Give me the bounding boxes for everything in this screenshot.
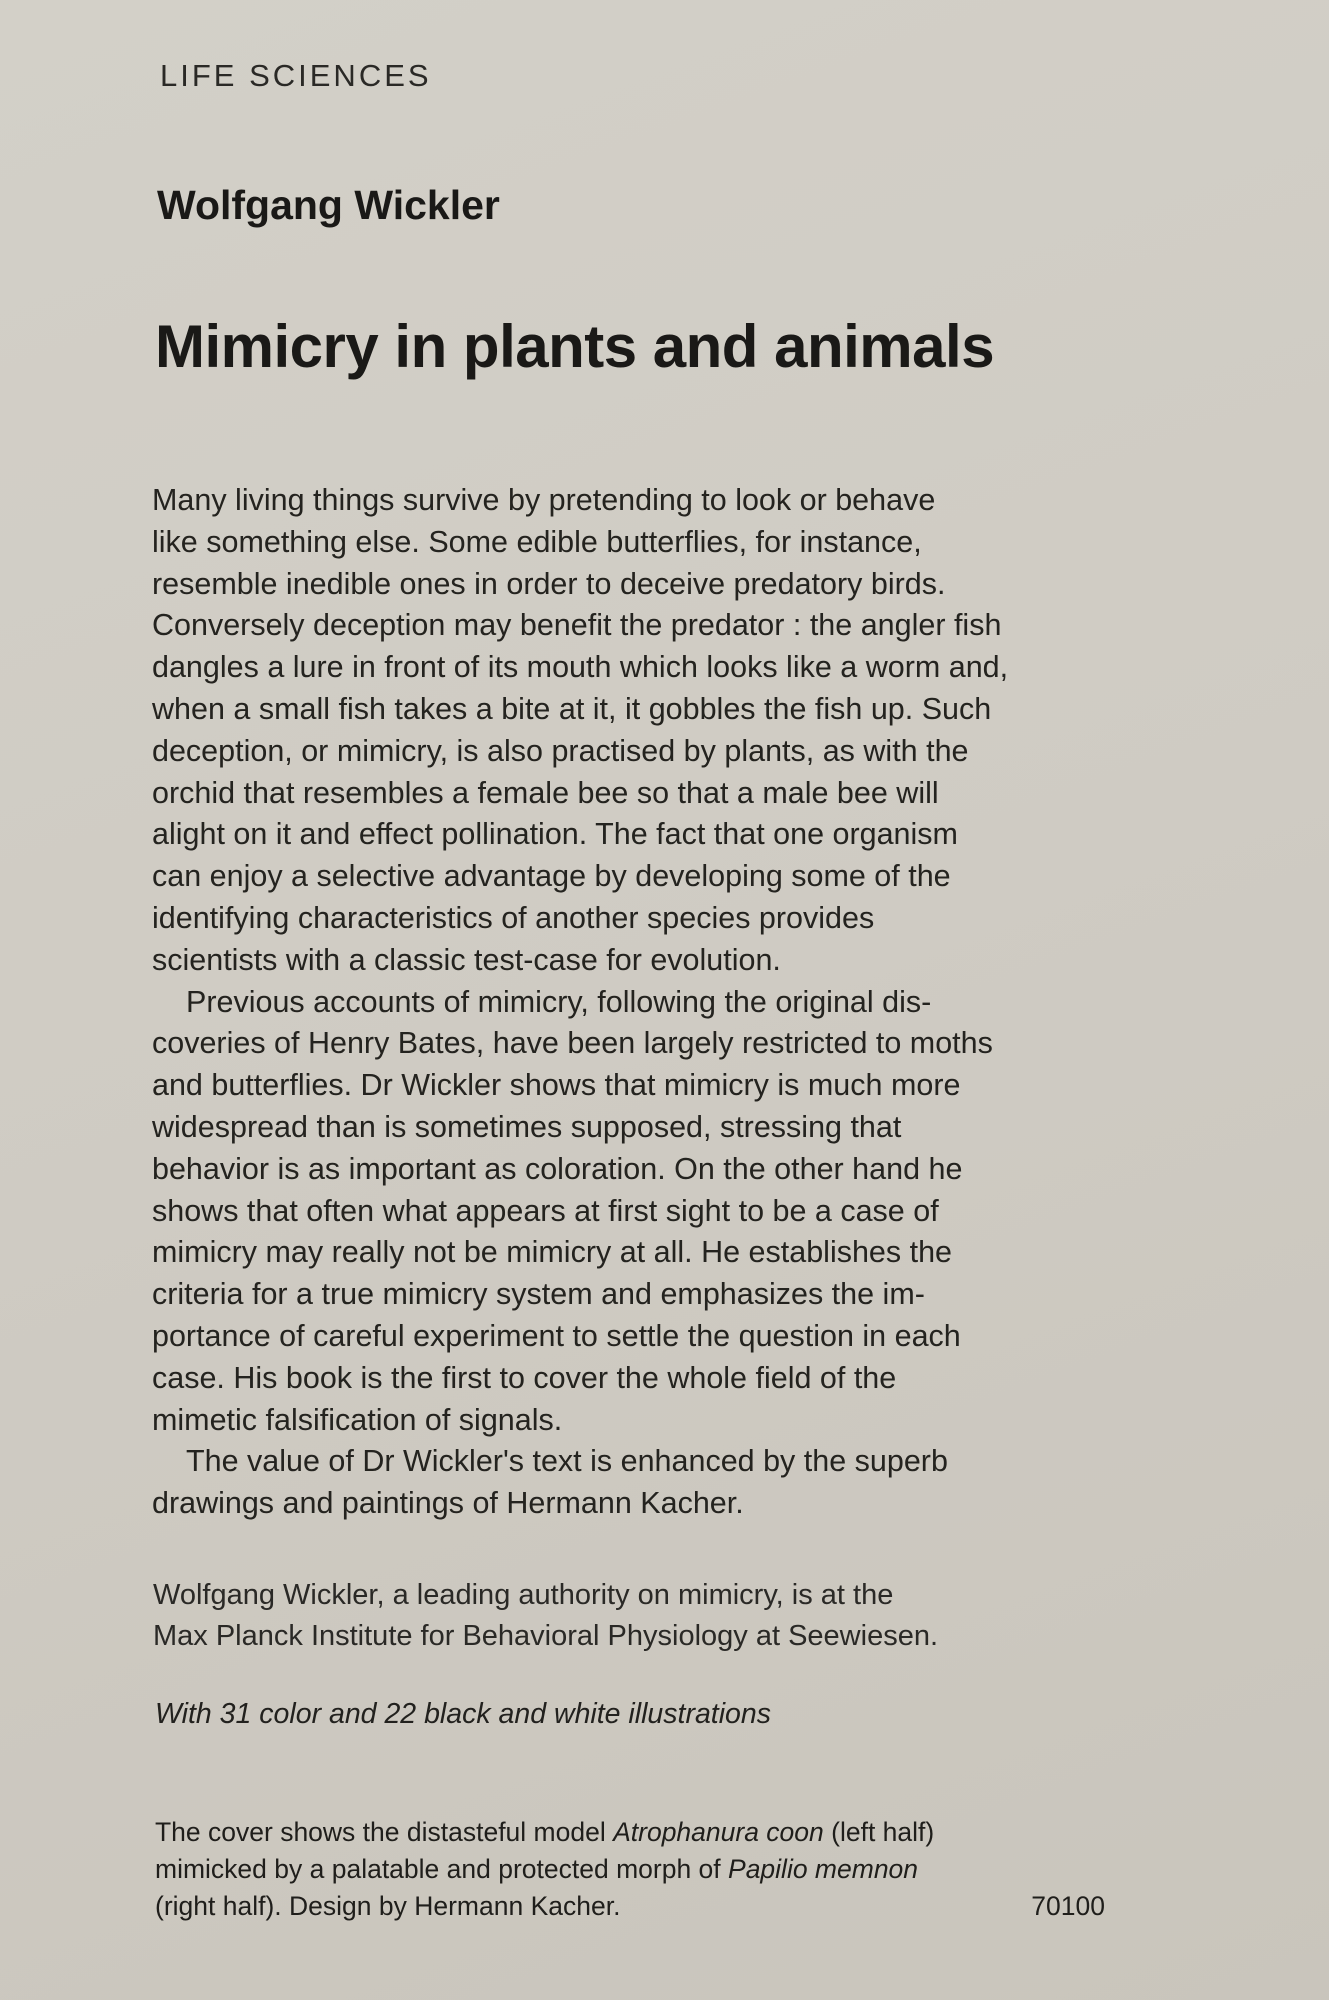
catalog-code: 70100 <box>1031 1891 1105 1921</box>
blurb-line: and butterflies. Dr Wickler shows that mimicry is much more <box>152 1068 961 1103</box>
cover-text: mimicked by a palatable and protected morph of <box>155 1854 729 1884</box>
blurb-line: when a small fish takes a bite at it, it gobbles the fish up. Such <box>152 691 992 726</box>
blurb-line: mimicry may really not be mimicry at all. He establishes the <box>152 1235 953 1270</box>
blurb-line: resemble inedible ones in order to deceive predatory birds. <box>152 566 946 601</box>
blurb-line: scientists with a classic test-case for evolution. <box>152 942 781 977</box>
blurb-line: identifying characteristics of another species provides <box>152 900 875 935</box>
book-title: Mimicry in plants and animals <box>155 313 995 380</box>
blurb-line: criteria for a true mimicry system and emphasizes the im- <box>152 1277 925 1312</box>
species-name: Atrophanura coon <box>613 1817 824 1847</box>
blurb-line: shows that often what appears at first sight to be a case of <box>152 1193 939 1228</box>
blurb-line: Many living things survive by pretending to look or behave <box>152 483 936 517</box>
blurb-line: can enjoy a selective advantage by developing some of the <box>152 859 951 894</box>
blurb-line: Previous accounts of mimicry, following the original dis- <box>186 984 932 1019</box>
blurb-line: case. His book is the first to cover the whole field of the <box>152 1360 897 1395</box>
blurb-text <box>152 480 1008 1525</box>
blurb-line: drawings and paintings of Hermann Kacher. <box>152 1486 744 1521</box>
illustrations-note: With 31 color and 22 black and white illustrations <box>155 1698 771 1730</box>
blurb-line: Conversely deception may benefit the predator : the angler fish <box>152 608 1002 643</box>
blurb-line: deception, or mimicry, is also practised by plants, as with the <box>152 733 969 768</box>
cover-note <box>155 1814 1105 1925</box>
series-label: LIFE SCIENCES <box>160 58 432 93</box>
author-name: Wolfgang Wickler <box>157 182 500 228</box>
cover-text: (right half). Design by Hermann Kacher. <box>155 1891 621 1921</box>
author-bio <box>153 1575 938 1657</box>
blurb-line: mimetic falsification of signals. <box>152 1402 563 1437</box>
species-name: Papilio memnon <box>728 1854 919 1884</box>
blurb-line: coveries of Henry Bates, have been largely restricted to moths <box>152 1026 993 1061</box>
blurb-line: like something else. Some edible butterflies, for instance, <box>152 524 922 559</box>
cover-text: The cover shows the distasteful model <box>155 1817 614 1847</box>
blurb-line: widespread than is sometimes supposed, stressing that <box>152 1109 902 1144</box>
bio-line: Wolfgang Wickler, a leading authority on mimicry, is at the <box>153 1579 894 1611</box>
blurb-line: orchid that resembles a female bee so that a male bee will <box>152 775 939 810</box>
blurb-line: behavior is as important as coloration. On the other hand he <box>152 1151 963 1186</box>
blurb-line: dangles a lure in front of its mouth which looks like a worm and, <box>152 650 1009 685</box>
blurb-line: The value of Dr Wickler's text is enhanced by the superb <box>186 1444 948 1479</box>
cover-text: (left half) <box>823 1817 935 1847</box>
blurb-line: portance of careful experiment to settle the question in each <box>152 1318 961 1353</box>
bio-line: Max Planck Institute for Behavioral Physiology at Seewiesen. <box>153 1620 939 1652</box>
blurb-line: alight on it and effect pollination. The fact that one organism <box>152 817 958 852</box>
